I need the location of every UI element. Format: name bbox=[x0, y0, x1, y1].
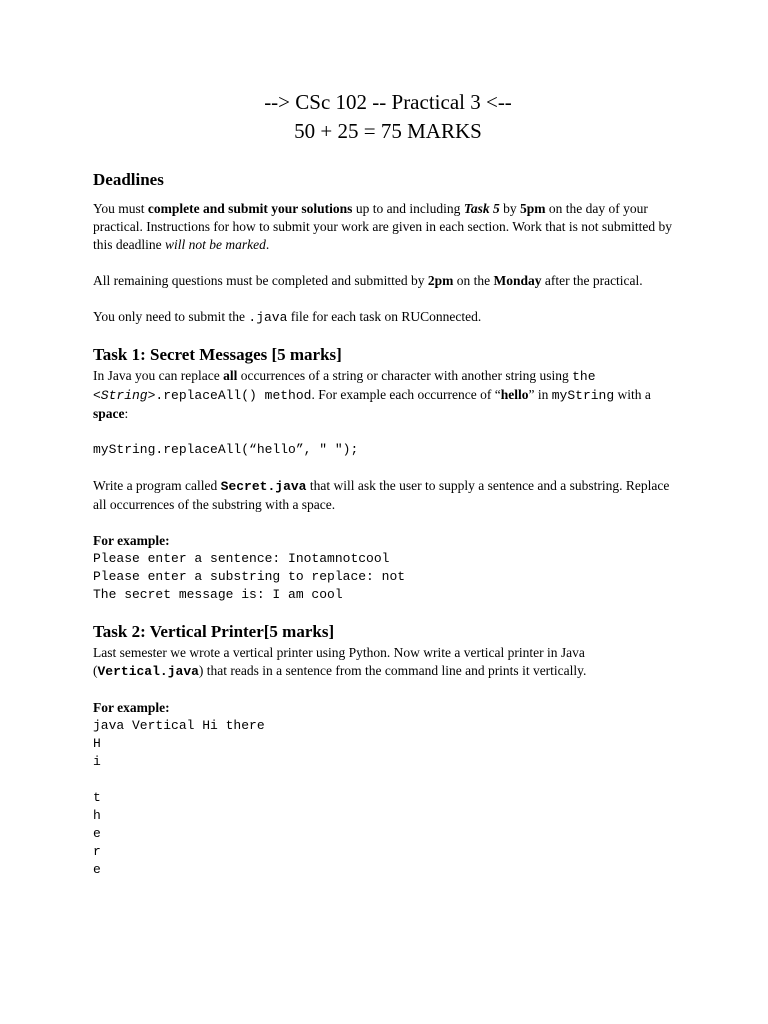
task2-paragraph-1: Last semester we wrote a vertical printer using Python. Now write a vertical printer in Java (Vertical.java) that reads in a sentence from the command line and prints it vertically. bbox=[93, 645, 587, 679]
task2-example-output bbox=[93, 717, 683, 879]
title-block bbox=[93, 88, 683, 146]
task1-heading: Task 1: Secret Messages [5 marks] bbox=[93, 345, 342, 364]
task1-paragraph-1: In Java you can replace all occurrences of a string or character with another string using the <String>.replaceAll() method. For example each occurrence of “hello” in myString with a space: bbox=[93, 368, 651, 421]
deadlines-paragraph-3: You only need to submit the .java file for each task on RUConnected. bbox=[93, 309, 482, 325]
deadlines-paragraph-2: All remaining questions must be completed and submitted by 2pm on the Monday after the practical. bbox=[93, 273, 643, 288]
example-line: h bbox=[93, 808, 101, 823]
example-line: e bbox=[93, 826, 101, 841]
example-line: java Vertical Hi there bbox=[93, 718, 265, 733]
total-marks: 50 + 25 = 75 MARKS bbox=[294, 119, 482, 143]
task1-example-label: For example: bbox=[93, 533, 170, 548]
example-line: t bbox=[93, 790, 101, 805]
task2-heading: Task 2: Vertical Printer[5 marks] bbox=[93, 622, 335, 641]
example-line: H bbox=[93, 736, 101, 751]
example-line: Please enter a substring to replace: not bbox=[93, 569, 406, 584]
example-line: i bbox=[93, 754, 101, 769]
task1-paragraph-2: Write a program called Secret.java that will ask the user to supply a sentence and a substring. Replace all occurrences of the substring with a space. bbox=[93, 478, 670, 512]
document-page bbox=[93, 88, 683, 879]
deadlines-paragraph-1: You must complete and submit your solutions up to and including Task 5 by 5pm on the day of your practical. Instructions for how to submit your work are given in each section. Work that is not submitted by this deadline will not be marked. bbox=[93, 201, 673, 252]
example-line: The secret message is: I am cool bbox=[93, 587, 343, 602]
task2-example-label: For example: bbox=[93, 700, 170, 715]
task1-code-snippet: myString.replaceAll(“hello”, " "); bbox=[93, 442, 359, 457]
deadlines-heading: Deadlines bbox=[93, 170, 164, 189]
page-title: --> CSc 102 -- Practical 3 <-- bbox=[264, 90, 512, 114]
example-line: Please enter a sentence: Inotamnotcool bbox=[93, 551, 390, 566]
task1-example-output bbox=[93, 550, 683, 604]
example-line: e bbox=[93, 862, 101, 877]
example-line bbox=[93, 771, 683, 789]
example-line: r bbox=[93, 844, 101, 859]
